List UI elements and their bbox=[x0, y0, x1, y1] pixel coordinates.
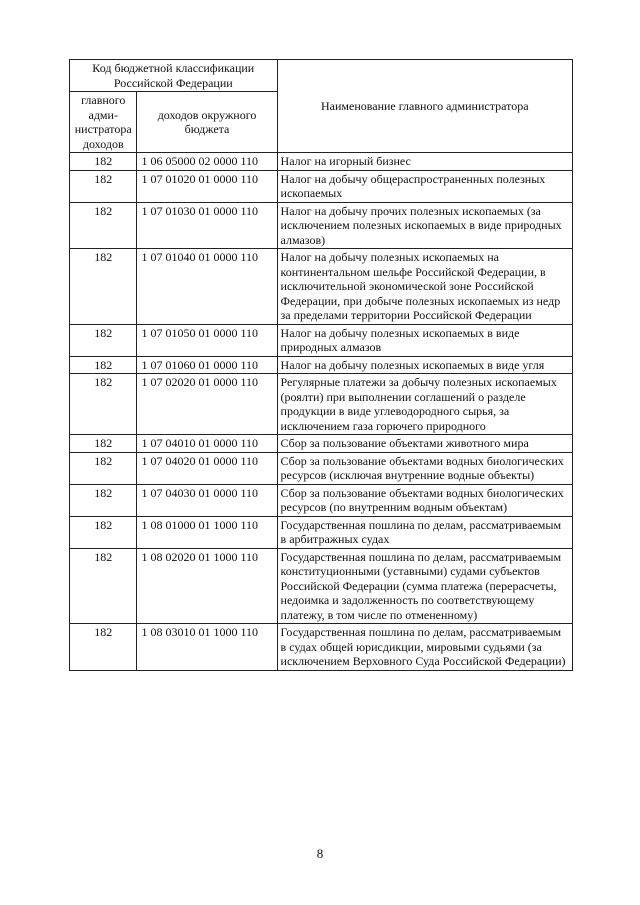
header-income-cell: доходов окружного бюджета bbox=[137, 92, 277, 153]
header-admin-cell: главного адми-нистратора доходов bbox=[70, 92, 137, 153]
table-row bbox=[70, 435, 573, 453]
admin-code-cell: 182 bbox=[70, 435, 137, 453]
table-row bbox=[70, 374, 573, 435]
admin-code-cell: 182 bbox=[70, 624, 137, 671]
table-row bbox=[70, 153, 573, 171]
income-code-cell: 1 08 02020 01 1000 110 bbox=[137, 548, 277, 624]
income-code-cell: 1 07 04020 01 0000 110 bbox=[137, 452, 277, 484]
budget-classification-table bbox=[69, 59, 573, 671]
table-row bbox=[70, 249, 573, 325]
admin-code-cell: 182 bbox=[70, 170, 137, 202]
admin-code-cell: 182 bbox=[70, 452, 137, 484]
admin-code-cell: 182 bbox=[70, 153, 137, 171]
admin-code-cell: 182 bbox=[70, 202, 137, 249]
income-code-cell: 1 07 01030 01 0000 110 bbox=[137, 202, 277, 249]
table-row bbox=[70, 452, 573, 484]
admin-code-cell: 182 bbox=[70, 356, 137, 374]
administrator-name-cell: Сбор за пользование объектами водных биологических ресурсов (исключая внутренние водные объекты) bbox=[277, 452, 572, 484]
administrator-name-cell: Налог на добычу общераспространенных полезных ископаемых bbox=[277, 170, 572, 202]
income-code-cell: 1 07 01040 01 0000 110 bbox=[137, 249, 277, 325]
income-code-cell: 1 06 05000 02 0000 110 bbox=[137, 153, 277, 171]
income-code-cell: 1 08 03010 01 1000 110 bbox=[137, 624, 277, 671]
administrator-name-cell: Сбор за пользование объектами животного мира bbox=[277, 435, 572, 453]
administrator-name-cell: Налог на игорный бизнес bbox=[277, 153, 572, 171]
header-group-cell: Код бюджетной классификации Российской Федерации bbox=[70, 60, 278, 92]
income-code-cell: 1 07 01060 01 0000 110 bbox=[137, 356, 277, 374]
income-code-cell: 1 07 04010 01 0000 110 bbox=[137, 435, 277, 453]
admin-code-cell: 182 bbox=[70, 324, 137, 356]
page-number: 8 bbox=[316, 846, 324, 861]
table-row bbox=[70, 624, 573, 671]
admin-code-cell: 182 bbox=[70, 548, 137, 624]
administrator-name-cell: Государственная пошлина по делам, рассматриваемым конституционными (уставными) судами субъектов Российской Федерации (сумма платежа (перерасчеты, недоимка и задолженность по соответствующему платежу, в том числе по отмененному) bbox=[277, 548, 572, 624]
administrator-name-cell: Регулярные платежи за добычу полезных ископаемых (роялти) при выполнении соглашений о разделе продукции в виде углеводородного сырья, за исключением газа горючего природного bbox=[277, 374, 572, 435]
administrator-name-cell: Налог на добычу прочих полезных ископаемых (за исключением полезных ископаемых в виде природных алмазов) bbox=[277, 202, 572, 249]
administrator-name-cell: Налог на добычу полезных ископаемых в виде природных алмазов bbox=[277, 324, 572, 356]
table-row bbox=[70, 516, 573, 548]
income-code-cell: 1 07 01020 01 0000 110 bbox=[137, 170, 277, 202]
table-body bbox=[70, 60, 573, 671]
administrator-name-cell: Сбор за пользование объектами водных биологических ресурсов (по внутренним водным объектам) bbox=[277, 484, 572, 516]
admin-code-cell: 182 bbox=[70, 516, 137, 548]
table-row bbox=[70, 484, 573, 516]
table-row bbox=[70, 324, 573, 356]
admin-code-cell: 182 bbox=[70, 374, 137, 435]
table-row bbox=[70, 170, 573, 202]
income-code-cell: 1 08 01000 01 1000 110 bbox=[137, 516, 277, 548]
table-row bbox=[70, 356, 573, 374]
income-code-cell: 1 07 01050 01 0000 110 bbox=[137, 324, 277, 356]
admin-code-cell: 182 bbox=[70, 249, 137, 325]
administrator-name-cell: Государственная пошлина по делам, рассматриваемым в судах общей юрисдикции, мировыми судьями (за исключением Верховного Суда Российской Федерации) bbox=[277, 624, 572, 671]
table-row bbox=[70, 548, 573, 624]
administrator-name-cell: Налог на добычу полезных ископаемых на континентальном шельфе Российской Федерации, в исключительной экономической зоне Российской Федерации, при добыче полезных ископаемых из недр за пределами территории Российской Федерации bbox=[277, 249, 572, 325]
income-code-cell: 1 07 04030 01 0000 110 bbox=[137, 484, 277, 516]
administrator-name-cell: Государственная пошлина по делам, рассматриваемым в арбитражных судах bbox=[277, 516, 572, 548]
header-name-cell: Наименование главного администратора bbox=[277, 60, 572, 153]
header-row-group bbox=[70, 60, 573, 92]
admin-code-cell: 182 bbox=[70, 484, 137, 516]
table-row bbox=[70, 202, 573, 249]
income-code-cell: 1 07 02020 01 0000 110 bbox=[137, 374, 277, 435]
administrator-name-cell: Налог на добычу полезных ископаемых в виде угля bbox=[277, 356, 572, 374]
